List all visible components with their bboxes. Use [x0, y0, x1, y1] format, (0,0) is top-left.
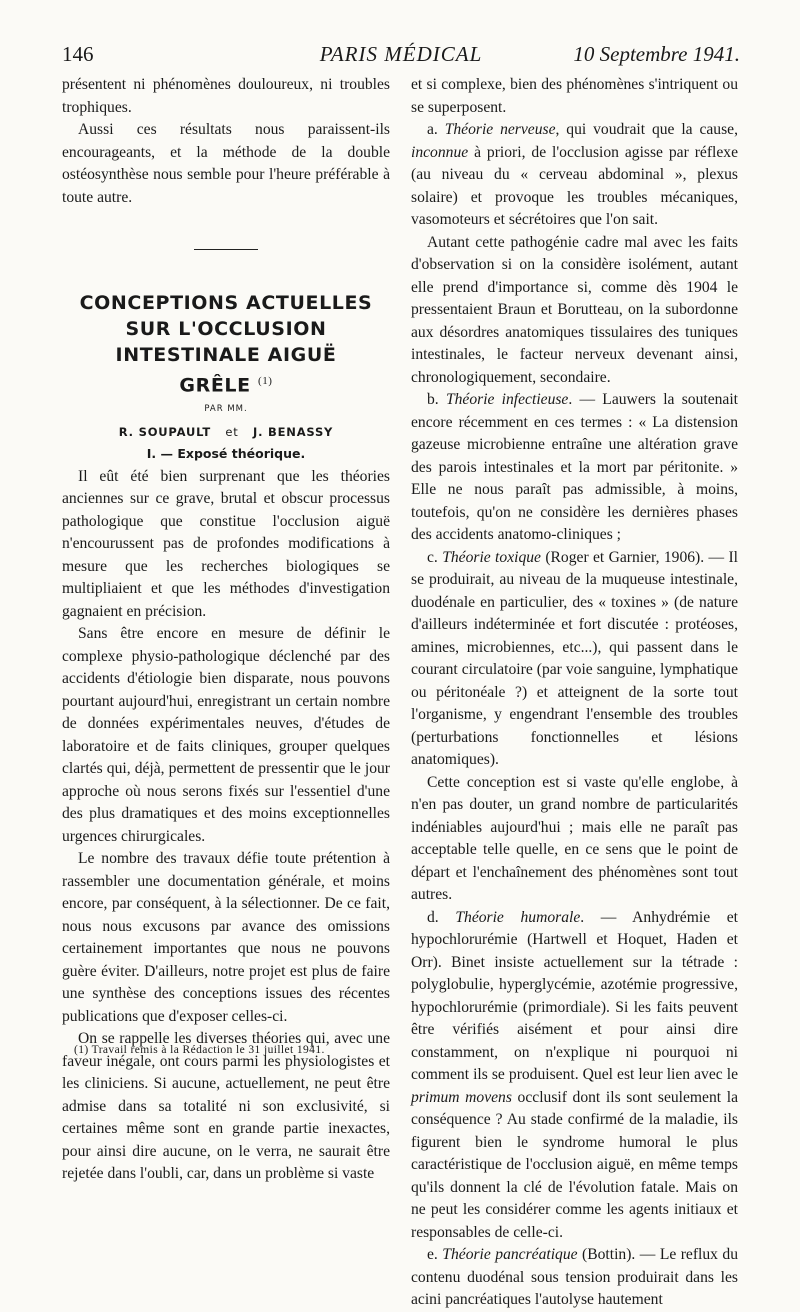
right-column [411, 74, 738, 1312]
theory-name: Théorie pancréatique [442, 1246, 578, 1263]
journal-title: PARIS MÉDICAL [319, 42, 483, 66]
theory-text: à priori, de l'occlusion agisse par réflexe (au niveau du « cerveau abdominal », plexus solaire) et provoque les troubles mécaniques, vasomoteurs et sécrétoires que l'on sait. [411, 143, 738, 228]
theory-text: (Bottin). — Le reflux du contenu duodénal sous tension produirait dans les acini pancréatiques l'autolyse hautement [411, 1246, 739, 1308]
title-line: CONCEPTIONS ACTUELLES [79, 292, 373, 314]
section-divider [194, 249, 258, 250]
theory-text: . — Anhydrémie et hypochlorurémie (Hartwell et Hoquet, Haden et Orr). Binet insiste actuellement sur la tétrade : polyglobulie, hyperglycémie, azotémie progressive, hypochlorurémie (primordiale). Si les faits peuvent être vérifiés aisément et pour ainsi dire constamment, on n'explique ni pourquoi ni comment ils se produisent. Quel est leur lien avec le [411, 908, 739, 1083]
paragraph: et si complexe, bien des phénomènes s'intriquent ou se superposent. [411, 76, 738, 116]
item-marker: b. [427, 391, 446, 408]
byline-par: PAR MM. [204, 404, 248, 415]
item-marker: c. [427, 548, 443, 566]
authors [62, 421, 390, 444]
emphasis: primum movens [411, 1088, 512, 1106]
theory-text: . — Lauwers la soutenait encore récemment en ces termes : « La distension gazeuse microbienne entraîne une altération grave des parois intestinales et la mort par péritonite. » Elle ne nous paraît pas admissible, à moins, toutefois, qu'on ne considère les dernières phases des accidents anatomo-cliniques ; [411, 391, 739, 543]
title-footnote-ref: (1) [257, 375, 273, 387]
footnote: (1) Travail remis à la Rédaction le 31 juillet 1941. [74, 1044, 325, 1056]
author: R. SOUPAULT [118, 424, 211, 439]
theory-b [411, 389, 738, 547]
paragraph: Autant cette pathogénie cadre mal avec les faits d'observation si on la considère isolément, autant elle prend d'importance si, comme dès 1904 le pressentaient Braun et Borutteau, on la subordonne aux désordres anatomiques tissulaires des tuniques intestinales, le facteur nerveux devenant ainsi, chronologiquement, secondaire. [411, 233, 738, 386]
paragraph: On se rappelle les diverses théories qui, avec une faveur inégale, ont cours parmi les physiologistes et les cliniciens. Si aucune, actuellement, ne peut être admise dans sa totalité ni son exclusivité, si certaines même sont en grande partie inexactes, pour ainsi dire aucune, on le verra, ne saurait être rejetée dans l'oubli, car, dans un problème si vaste [62, 1030, 390, 1183]
theory-e [411, 1244, 738, 1312]
section-heading: I. — Exposé théorique. [146, 446, 306, 462]
author: J. BENASSY [253, 424, 334, 439]
theory-d [411, 907, 738, 1245]
item-marker: e. [427, 1246, 443, 1263]
theory-text: (Roger et Garnier, 1906). — Il se produirait, au niveau de la muqueuse intestinale, duodénale en particulier, des « toxines » (de nature d'ailleurs indéterminée et fort discutée : protéoses, amines, microbiennes, etc...), qui passent dans le courant circulatoire (par voie sanguine, lymphatique ou péritonéale ?) et atteignent de la sorte tout l'organisme, y engendrant l'ensemble des troubles (perturbations fonctionnelles et lésions anatomiques). [411, 548, 738, 768]
item-marker: a. [427, 121, 445, 138]
title-line: SUR L'OCCLUSION [125, 318, 327, 340]
title-line: GRÊLE [179, 374, 251, 397]
theory-c [411, 547, 738, 772]
theory-name: Théorie infectieuse [445, 391, 569, 408]
theory-a [411, 119, 738, 232]
paragraph: Sans être encore en mesure de définir le complexe physio-pathologique déclenché par des accidents d'étiologie bien disparate, nous pouvons pourtant aujourd'hui, enregistrant un certain nombre de données expérimentales neuves, d'études de laboratoire et de faits cliniques, grouper quelques clartés qui, déjà, permettent de pressentir que le jour approche où nous serons fixés sur l'essentiel d'une des plus dramatiques et des moins exceptionnelles urgences chirurgicales. [62, 625, 390, 845]
running-header [62, 42, 740, 72]
page-number: 146 [62, 42, 94, 66]
issue-date: 10 Septembre 1941. [573, 42, 740, 66]
left-column [62, 74, 390, 1186]
title-line: INTESTINALE AIGUË [115, 344, 337, 366]
theory-name: Théorie humorale [455, 908, 581, 926]
article-title [62, 290, 390, 398]
item-marker: d. [427, 908, 456, 926]
paragraph: Aussi ces résultats nous paraissent-ils encourageants, et la méthode de la double ostéosynthèse nous semble pour l'heure préférable à toute autre. [62, 121, 390, 206]
theory-text: occlusif dont ils sont seulement la conséquence ? Au stade confirmé de la maladie, ils figurent bien le syndrome humoral le plus caractéristique de l'occlusion aiguë, en même temps qu'ils donnent la clé de l'évolution fatale. Mais on ne peut les considérer comme les agents initiaux et responsables de celle-ci. [411, 1088, 738, 1241]
emphasis: inconnue [411, 143, 469, 161]
paragraph: Cette conception est si vaste qu'elle englobe, à n'en pas douter, un grand nombre de particularités indéniables aujourd'hui ; mais elle ne paraît pas acceptable telle quelle, en ce sens que le point de départ et l'enchaînement des phénomènes sont tout autres. [411, 773, 738, 903]
paragraph: Il eût été bien surprenant que les théories anciennes sur ce grave, brutal et obscur processus pathologique que constitue l'occlusion aiguë n'encourussent pas de profondes modifications à mesure que les recherches biologiques se multipliaient et que les méthodes d'investigation gagnaient en précision. [62, 467, 390, 620]
paragraph: présentent ni phénomènes douloureux, ni troubles trophiques. [62, 76, 390, 116]
paragraph: Le nombre des travaux défie toute prétention à rassembler une documentation générale, et moins encore, par conséquent, à la sélectionner. De ce fait, nous nous excusons par avance des omissions certainement importantes que nous ne pouvons guère éviter. D'ailleurs, notre projet est plus de faire une synthèse des conceptions issues des récentes publications que d'exposer celles-ci. [62, 850, 390, 1025]
author-conjunction: et [225, 424, 239, 439]
theory-name: Théorie nerveuse [444, 121, 556, 138]
theory-name: Théorie toxique [442, 548, 541, 566]
theory-text: , qui voudrait que la cause, [555, 121, 738, 138]
